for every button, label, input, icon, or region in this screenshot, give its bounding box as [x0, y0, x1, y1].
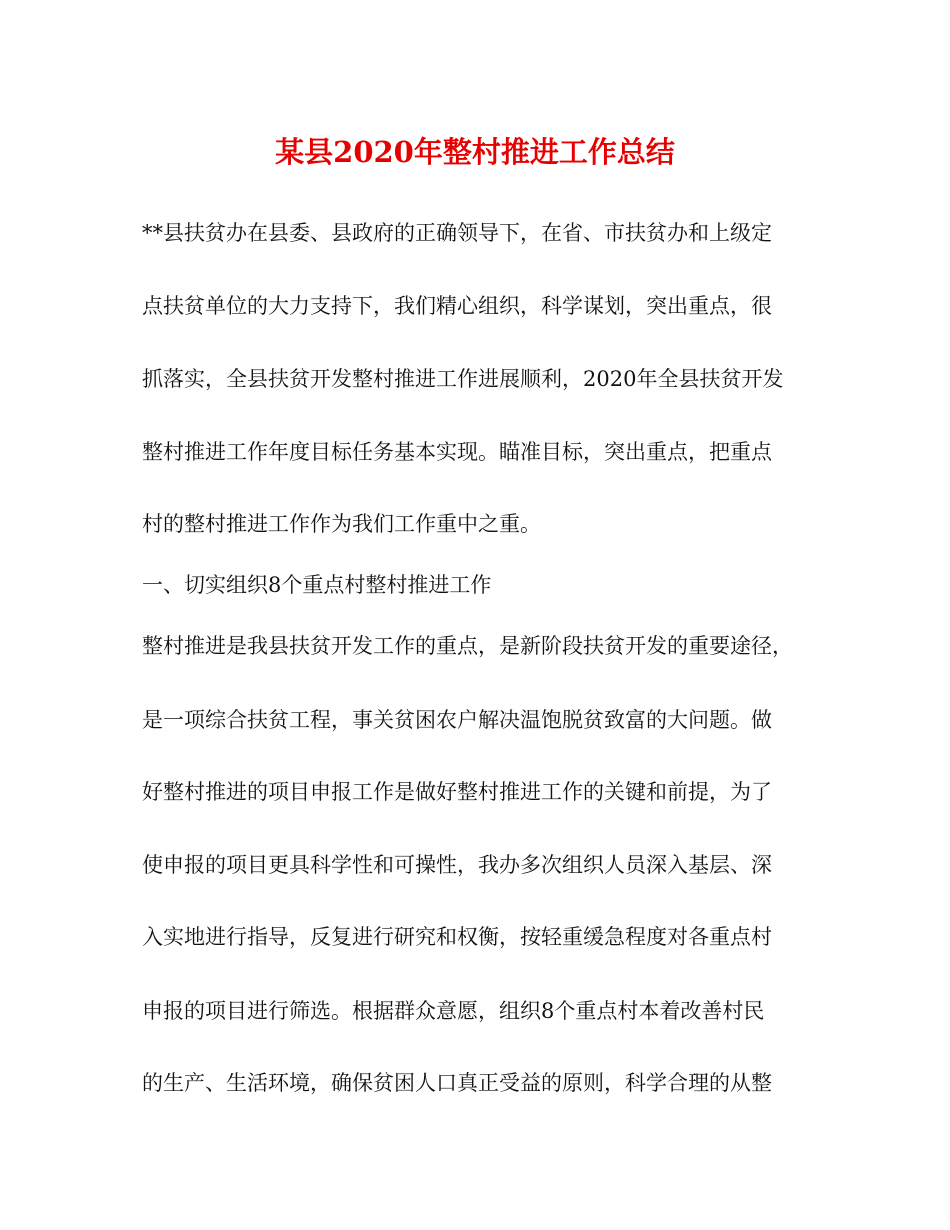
paragraph-line: 入实地进行指导，反复进行研究和权衡，按轻重缓急程度对各重点村	[142, 925, 772, 949]
paragraph-line: **县扶贫办在县委、县政府的正确领导下，在省、市扶贫办和上级定	[142, 221, 772, 245]
paragraph-line: 村的整村推进工作作为我们工作重中之重。	[142, 512, 541, 536]
paragraph-line: 使申报的项目更具科学性和可操性，我办多次组织人员深入基层、深	[142, 853, 772, 877]
paragraph-line: 申报的项目进行筛选。根据群众意愿，组织8个重点村本着改善村民	[142, 999, 765, 1023]
paragraph-line: 整村推进工作年度目标任务基本实现。瞄准目标，突出重点，把重点	[142, 440, 772, 464]
paragraph-line: 好整村推进的项目申报工作是做好整村推进工作的关键和前提，为了	[142, 780, 772, 804]
paragraph-line: 的生产、生活环境，确保贫困人口真正受益的原则，科学合理的从整	[142, 1071, 772, 1095]
section-heading: 一、切实组织8个重点村整村推进工作	[142, 573, 492, 597]
paragraph-line: 点扶贫单位的大力支持下，我们精心组织，科学谋划，突出重点，很	[142, 294, 772, 318]
paragraph-line: 是一项综合扶贫工程，事关贫困农户解决温饱脱贫致富的大问题。做	[142, 708, 772, 732]
paragraph-line: 整村推进是我县扶贫开发工作的重点，是新阶段扶贫开发的重要途径，	[142, 634, 793, 658]
document-title: 某县2020年整村推进工作总结	[275, 135, 675, 169]
paragraph-line: 抓落实，全县扶贫开发整村推进工作进展顺利，2020年全县扶贫开发	[142, 367, 784, 391]
